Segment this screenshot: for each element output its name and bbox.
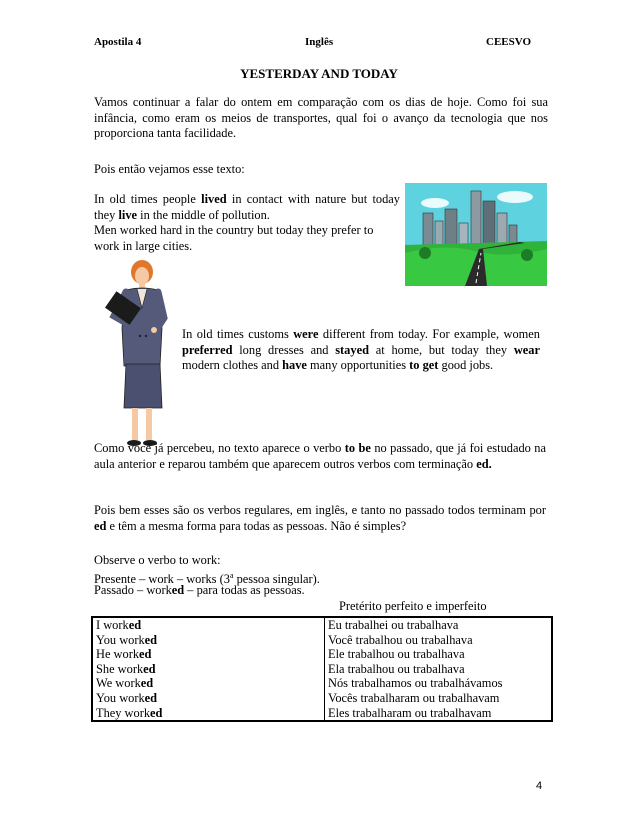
portuguese-form: Eles trabalharam ou trabalhavam: [328, 705, 492, 720]
english-form: She worked: [92, 662, 325, 677]
lead-line: Pois então vejamos esse texto:: [94, 162, 245, 176]
portuguese-form: Nós trabalhamos ou trabalhávamos: [328, 676, 503, 691]
english-form: They worked: [92, 706, 325, 722]
present-line: Presente – work – works (3$^a$ pessoa singular).: [94, 571, 320, 587]
intro-paragraph: Vamos continuar a falar do ontem em comparação com os dias de hoje. Como foi sua infância, como eram os meios de transportes, qual foi o avanço da tecnologia que nos proporciona tanta facilidade.: [94, 95, 548, 140]
english-form: He worked: [92, 647, 325, 662]
portuguese-form: Eu trabalhei ou trabalhava: [328, 618, 459, 632]
table-row: [92, 647, 552, 662]
observe-line: Observe o verbo to work:: [94, 553, 221, 567]
header-left: Apostila 4: [94, 36, 142, 48]
businesswoman-illustration: [104, 258, 184, 450]
english-form: You worked: [92, 691, 325, 706]
text-old-times-customs: In old times customs were different from today. For example, women preferred long dresses and stayed at home, but today they wear modern clothes and have many opportunities to get good jobs.: [182, 327, 540, 372]
page-number: 4: [536, 780, 543, 792]
regular-verbs-paragraph: Pois bem esses são os verbos regulares, em inglês, e tanto no passado todos terminam por ed e têm a mesma forma para todas as pessoas. Não é simples?: [94, 503, 546, 533]
header-right: CEESVO: [486, 36, 532, 48]
portuguese-form: Ele trabalhou ou trabalhava: [328, 647, 465, 662]
page-title: YESTERDAY AND TODAY: [240, 66, 398, 81]
text-old-times-people: In old times people lived in contact with nature but today they live in the middle of pollution. Men worked hard in the country but today they prefer to work in large cities.: [94, 192, 400, 253]
table-row: [92, 617, 552, 633]
portuguese-form: Você trabalhou ou trabalhava: [328, 632, 473, 647]
english-form: I worked: [92, 617, 325, 633]
table-caption: Pretérito perfeito e imperfeito: [339, 599, 487, 613]
table-row: [92, 662, 552, 677]
city-road-illustration: [405, 183, 547, 286]
english-form: We worked: [92, 676, 325, 691]
conjugation-table: [91, 616, 553, 722]
portuguese-form: Vocês trabalharam ou trabalhavam: [328, 690, 500, 705]
header-center: Inglês: [305, 36, 334, 48]
table-row: [92, 676, 552, 691]
past-line: Passado – worked – para todas as pessoas.: [94, 583, 305, 597]
table-row: [92, 691, 552, 706]
table-row: [92, 633, 552, 648]
table-row: [92, 706, 552, 722]
english-form: You worked: [92, 633, 325, 648]
explanation-paragraph: Como você já percebeu, no texto aparece o verbo to be no passado, que já foi estudado na aula anterior e reparou também que aparecem outros verbos com terminação ed.: [94, 441, 546, 471]
portuguese-form: Ela trabalhou ou trabalhava: [328, 661, 465, 676]
